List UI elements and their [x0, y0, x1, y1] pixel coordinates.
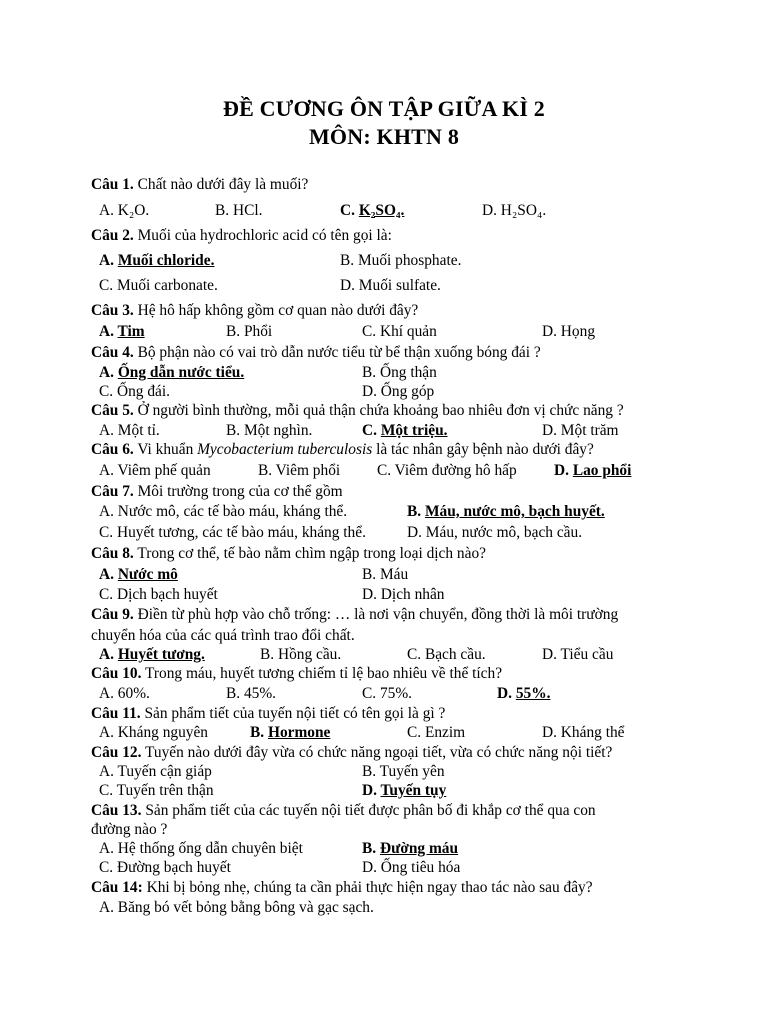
document-subject: MÔN: KHTN 8	[308, 124, 460, 149]
question-text: Môi trường trong của cơ thể gồm	[133, 483, 343, 500]
question-13	[91, 801, 596, 821]
option-d: D. Kháng thể	[542, 724, 625, 741]
option-b-correct	[407, 502, 605, 522]
option-letter: D.	[554, 462, 573, 479]
option-letter: B.	[362, 840, 380, 857]
option-b: B. Muối phosphate.	[340, 252, 462, 269]
question-text: Ở người bình thường, mỗi quả thận chứa khoảng bao nhiêu đơn vị chức năng ?	[133, 402, 624, 419]
option-answer: Huyết tương.	[117, 646, 205, 663]
option-letter: A.	[99, 252, 118, 269]
option-b: B. Hồng cầu.	[260, 646, 342, 663]
option-letter: A.	[99, 364, 118, 381]
option-c: C. Khí quản	[362, 323, 437, 340]
question-13-continued: đường nào ?	[91, 821, 168, 838]
option-a: A. Hệ thống ống dẫn chuyên biệt	[99, 840, 303, 857]
option-d-correct	[554, 461, 631, 481]
option-a: A. Nước mô, các tế bào máu, kháng thể.	[99, 503, 348, 520]
option-c: C. Enzim	[407, 724, 466, 741]
question-6	[91, 440, 594, 460]
option-d: D. Muối sulfate.	[340, 277, 441, 294]
option-a-correct	[99, 363, 244, 383]
option-c: C. Tuyến trên thận	[99, 782, 214, 799]
option-a-correct	[99, 251, 214, 271]
question-14	[91, 878, 593, 898]
question-text: Trong cơ thể, tế bào nằm chìm ngập trong loại dịch nào?	[133, 545, 486, 562]
question-number: Câu 2.	[91, 227, 134, 244]
document-title: ĐỀ CƯƠNG ÔN TẬP GIỮA KÌ 2	[223, 96, 545, 121]
question-text-pre: Vi khuẩn	[133, 441, 198, 458]
option-a: A. 60%.	[99, 685, 150, 702]
option-b: B. 45%.	[226, 685, 277, 702]
option-letter: B.	[407, 503, 425, 520]
option-letter: A.	[99, 323, 118, 340]
option-d: D. H₂SO₄.	[482, 202, 547, 219]
option-d: D. Họng	[542, 323, 596, 340]
option-d: D. Ống góp	[362, 383, 435, 400]
option-a-correct	[99, 565, 178, 585]
question-10	[91, 664, 502, 684]
option-answer: 55%.	[515, 685, 551, 702]
question-9-continued: chuyển hóa của các quá trình trao đổi chất.	[91, 627, 355, 644]
option-answer: Một triệu.	[380, 422, 448, 439]
question-text: Sản phẩm tiết của các tuyến nội tiết được phân bố đi khắp cơ thể qua con	[141, 802, 596, 819]
option-answer: K₂SO₄.	[358, 202, 405, 219]
option-c: C. Huyết tương, các tế bào máu, kháng thể.	[99, 524, 366, 541]
question-number: Câu 9.	[91, 606, 134, 623]
option-answer: Hormone	[267, 724, 331, 741]
question-text-species: Mycobacterium tuberculosis	[197, 441, 373, 458]
option-a: A. K₂O.	[99, 202, 150, 219]
option-d-correct	[497, 684, 550, 704]
question-11	[91, 704, 445, 724]
question-text: Muối của hydrochloric acid có tên gọi là:	[133, 227, 392, 244]
option-c: C. 75%.	[362, 685, 413, 702]
option-a: A. Một tỉ.	[99, 422, 160, 439]
option-b: B. Tuyến yên	[362, 763, 445, 780]
option-b: B. Ống thận	[362, 364, 437, 381]
option-d: D. Máu, nước mô, bạch cầu.	[407, 524, 583, 541]
option-c: C. Ống đái.	[99, 383, 170, 400]
question-number: Câu 1.	[91, 176, 134, 193]
option-b: B. Một nghìn.	[226, 422, 313, 439]
question-3	[91, 301, 418, 321]
question-7	[91, 482, 343, 502]
question-text: Điền từ phù hợp vào chỗ trống: … là nơi vận chuyển, đồng thời là môi trường	[133, 606, 619, 623]
question-number: Câu 7.	[91, 483, 134, 500]
option-b-correct	[250, 723, 330, 743]
question-9	[91, 605, 618, 625]
question-text: Hệ hô hấp không gồm cơ quan nào dưới đây?	[133, 302, 419, 319]
option-c: C. Dịch bạch huyết	[99, 586, 218, 603]
question-text: Tuyến nào dưới đây vừa có chức năng ngoại tiết, vừa có chức năng nội tiết?	[141, 744, 613, 761]
question-text: Chất nào dưới đây là muối?	[133, 176, 309, 193]
option-answer: Tim	[117, 323, 145, 340]
option-b-correct	[362, 839, 458, 859]
option-c: C. Đường bạch huyết	[99, 859, 231, 876]
question-text-post: là tác nhân gây bệnh nào dưới đây?	[372, 441, 594, 458]
question-number: Câu 13.	[91, 802, 142, 819]
question-number: Câu 3.	[91, 302, 134, 319]
option-c-correct	[362, 421, 447, 441]
option-answer: Lao phổi	[572, 462, 632, 479]
option-c: C. Muối carbonate.	[99, 277, 218, 294]
option-letter: C.	[362, 422, 381, 439]
question-number: Câu 6.	[91, 441, 134, 458]
option-letter: B.	[250, 724, 268, 741]
question-number: Câu 10.	[91, 665, 142, 682]
question-text: Trong máu, huyết tương chiếm tỉ lệ bao nhiêu về thể tích?	[141, 665, 503, 682]
option-answer: Máu, nước mô, bạch huyết.	[424, 503, 605, 520]
option-b: B. HCl.	[215, 202, 263, 219]
question-number: Câu 14:	[91, 879, 143, 896]
option-b: B. Máu	[362, 566, 409, 583]
option-letter: D.	[497, 685, 516, 702]
option-answer: Đường máu	[379, 840, 459, 857]
option-answer: Nước mô	[117, 566, 178, 583]
question-number: Câu 4.	[91, 344, 134, 361]
option-letter: A.	[99, 646, 118, 663]
option-letter: A.	[99, 566, 118, 583]
option-a: A. Viêm phế quản	[99, 462, 211, 479]
option-d-correct	[362, 781, 446, 801]
option-c: C. Bạch cầu.	[407, 646, 486, 663]
option-a: A. Tuyến cận giáp	[99, 763, 212, 780]
option-answer: Tuyến tụy	[380, 782, 447, 799]
option-answer: Muối chloride.	[117, 252, 215, 269]
question-text: Sản phẩm tiết của tuyến nội tiết có tên gọi là gì ?	[140, 705, 446, 722]
option-d: D. Ống tiêu hóa	[362, 859, 461, 876]
option-answer: Ống dẫn nước tiểu.	[117, 364, 245, 381]
option-d: D. Tiểu cầu	[542, 646, 614, 663]
question-1	[91, 175, 308, 195]
question-number: Câu 8.	[91, 545, 134, 562]
option-a: A. Kháng nguyên	[99, 724, 208, 741]
question-8	[91, 544, 486, 564]
option-c: C. Viêm đường hô hấp	[377, 462, 517, 479]
option-d: D. Dịch nhân	[362, 586, 445, 603]
question-5	[91, 401, 624, 421]
option-d: D. Một trăm	[542, 422, 619, 439]
question-text: Khi bị bỏng nhẹ, chúng ta cần phải thực hiện ngay thao tác nào sau đây?	[142, 879, 593, 896]
option-letter: D.	[362, 782, 381, 799]
option-a-correct	[99, 645, 205, 665]
question-text: Bộ phận nào có vai trò dẫn nước tiểu từ bể thận xuống bóng đái ?	[133, 344, 541, 361]
question-2	[91, 226, 392, 246]
question-number: Câu 12.	[91, 744, 142, 761]
question-number: Câu 11.	[91, 705, 141, 722]
option-a: A. Băng bó vết bỏng bằng bông và gạc sạch.	[99, 899, 374, 916]
question-12	[91, 743, 612, 763]
question-4	[91, 343, 541, 363]
option-a-correct	[99, 322, 145, 342]
option-c-correct	[340, 201, 404, 221]
question-number: Câu 5.	[91, 402, 134, 419]
option-b: B. Viêm phổi	[258, 462, 341, 479]
option-letter: C.	[340, 202, 359, 219]
option-b: B. Phổi	[226, 323, 273, 340]
